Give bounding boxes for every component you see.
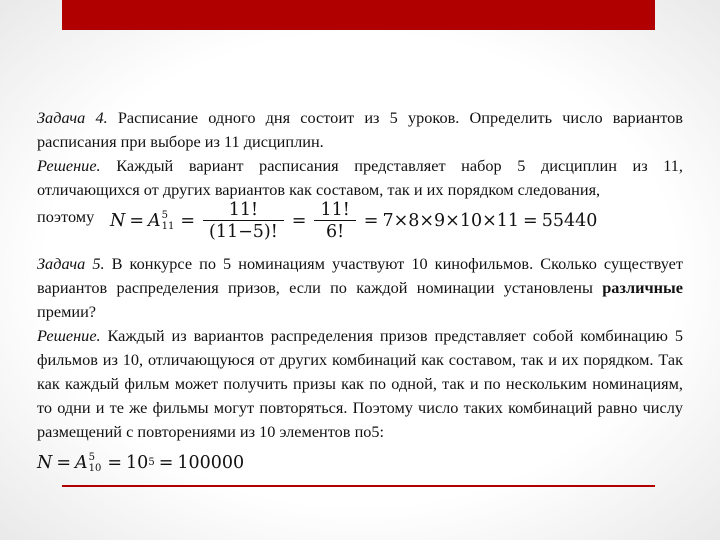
formula-1-eq-5: = — [523, 211, 538, 231]
task-5-text-2: премии? — [37, 302, 97, 321]
solution-4-label: Решение. — [37, 156, 101, 175]
formula-2-a-sup: 5 — [88, 452, 95, 463]
solution-5-text: Каждый из вариантов распределения призов представляет собой комбинацию 5 фильмов из 10, отличающуюся от других комбинаций как составом, так и их порядком. Так как каждый фильм может получить призы как по одной, так и по нескольким номинациям, то одни и те же фильмы могут повторяться. Поэтому число таких комбинаций равно числу размещений с повторениями из 10 элементов по5: — [37, 326, 683, 441]
formula-1-result: 55440 — [541, 211, 598, 231]
formula-1-product: 7×8×9×10×11 — [382, 211, 520, 231]
formula-2-eq-3: = — [158, 453, 174, 473]
formula-1-fraction-1 — [203, 200, 284, 243]
formula-2-result: 100000 — [177, 453, 245, 473]
formula-1-n: N — [110, 211, 126, 231]
task-4-text: Расписание одного дня состоит из 5 уроков. Определить число вариантов расписания при выборе из 11 дисциплин. — [37, 108, 683, 151]
footer-line — [62, 485, 655, 487]
solution-5-label: Решение. — [37, 326, 101, 345]
formula-1-eq-3: = — [291, 211, 307, 231]
formula-2-a: A — [74, 453, 88, 473]
formula-2-n: N — [37, 453, 53, 473]
formula-2-a-sub: 10 — [88, 463, 102, 474]
formula-1-row — [37, 199, 683, 252]
task-5-text-1: В конкурсе по 5 номинациям участвуют 10 кинофильмов. Сколько существует вариантов распределения призов, если по каждой номинации установлены — [37, 254, 683, 297]
formula-1-a: A — [147, 211, 161, 231]
formula-2-eq-1: = — [56, 453, 71, 473]
solution-5-paragraph — [37, 324, 683, 444]
fraction-2-numerator: 11! — [320, 199, 350, 220]
task-4-label: Задача 4. — [37, 108, 108, 127]
formula-1-eq-4: = — [363, 211, 379, 231]
formula-1-a-sup: 5 — [161, 210, 168, 221]
fraction-1-denominator: (11−5)! — [209, 221, 278, 242]
formula-1-eq-1: = — [129, 211, 144, 231]
formula-1-lead: поэтому — [37, 207, 95, 226]
formula-2-indices — [89, 452, 102, 474]
task-5-label: Задача 5. — [37, 254, 105, 273]
formula-1-indices — [162, 210, 175, 232]
solution-4-text: Каждый вариант расписания представляет набор 5 дисциплин из 11, отличающихся от других вариантов как составом, так и их порядком следования, — [37, 156, 683, 199]
slide-content — [37, 106, 683, 480]
header-bar — [62, 0, 655, 30]
fraction-1-numerator: 11! — [228, 199, 259, 220]
formula-1-a-sub: 11 — [161, 221, 175, 232]
formula-1 — [110, 195, 597, 247]
formula-2-eq-2: = — [107, 453, 123, 473]
formula-2 — [37, 446, 683, 480]
formula-2-power-exp: 5 — [148, 457, 155, 468]
formula-1-fraction-2 — [314, 200, 355, 243]
task-4-paragraph — [37, 106, 683, 154]
formula-2-power-base: 10 — [126, 453, 149, 473]
task-5-bold-word: различные — [602, 278, 683, 297]
formula-1-eq-2: = — [180, 211, 196, 231]
fraction-2-denominator: 6! — [326, 221, 345, 242]
task-5-paragraph — [37, 252, 683, 324]
